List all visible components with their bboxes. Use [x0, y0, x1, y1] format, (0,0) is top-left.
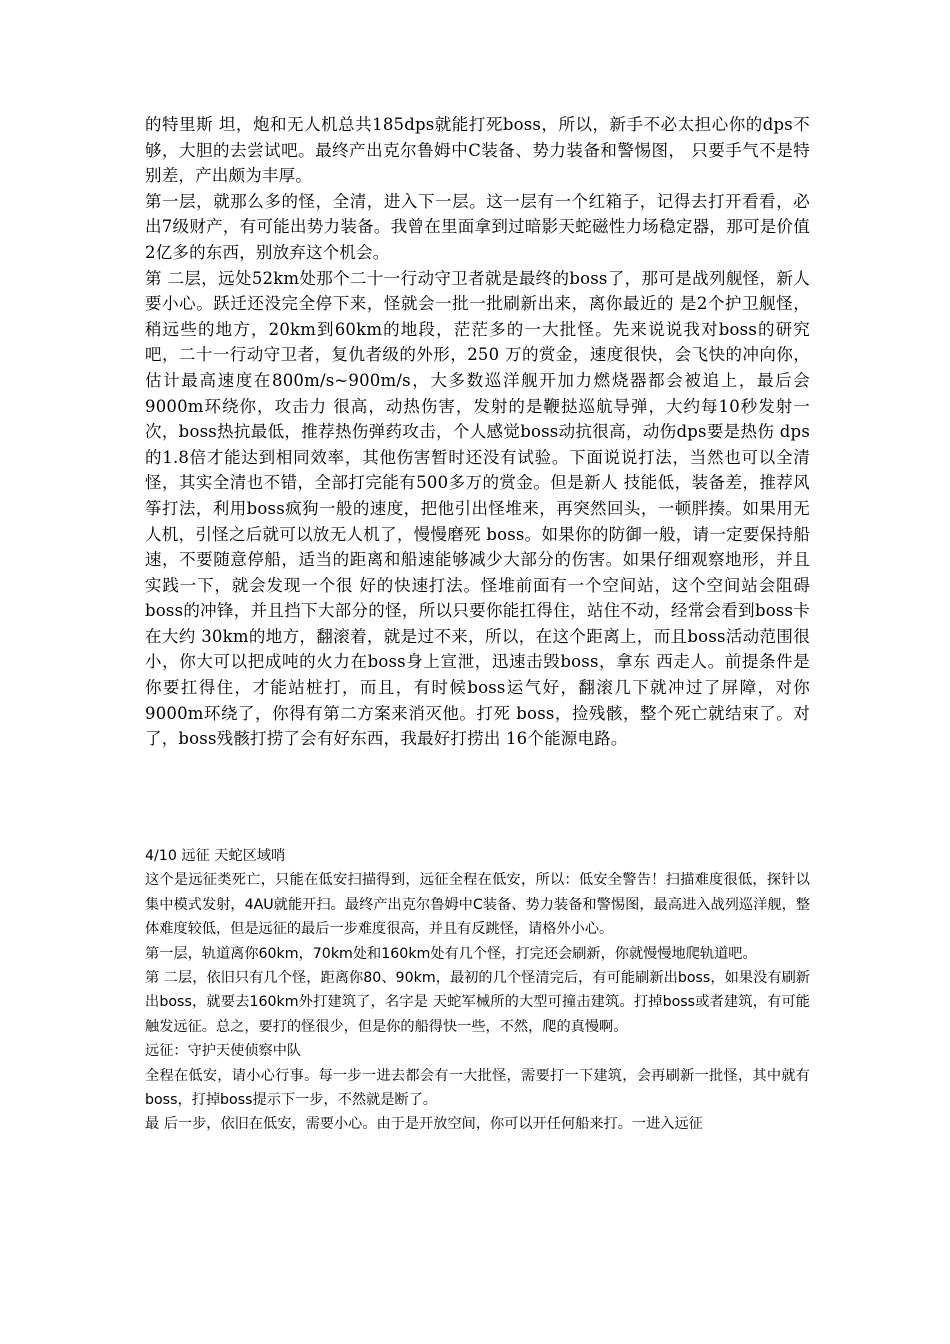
paragraph: 第 二层，依旧只有几个怪，距离你80、90km，最初的几个怪清完后，有可能刷新出boss，如果没有刷新出boss，就要去160km外打建筑了，名字是 天蛇军械所的大型可撞击建筑。打掉boss或者建筑，有可能触发远征。总之，要打的怪很少，但是你的船得快一些，不然，爬的真慢啊。 — [145, 970, 810, 1035]
section-heading: 4/10 远征 天蛇区域哨 — [145, 848, 286, 864]
section-sans-text — [145, 844, 810, 1137]
paragraph: 第一层，轨道离你60km，70km处和160km处有几个怪，打完还会刷新，你就慢慢地爬轨道吧。 — [145, 945, 757, 962]
paragraph-subheading: 远征：守护天使侦察中队 — [145, 1043, 302, 1060]
section-serif-text — [145, 112, 810, 752]
paragraph: 第 二层，远处52km处那个二十一行动守卫者就是最终的boss了，那可是战列舰怪，新人要小心。跃迁还没完全停下来，怪就会一批一批刷新出来，离你最近的 是2个护卫舰怪，稍远些的地方，20km到60km的地段，茫茫多的一大批怪。先来说说我对boss的研究吧，二十一行动守卫者，复仇者级的外形，250 万的赏金，速度很快，会飞快的冲向你，估计最高速度在800m/s~900m/s，大多数巡洋舰开加力燃烧器都会被追上，最后会9000m环绕你，攻击力 很高，动热伤害，发射的是鞭挞巡航导弹，大约每10秒发射一次，boss热抗最低，推荐热伤弹药攻击，个人感觉boss动抗很高，动伤dps要是热伤 dps的1.8倍才能达到相同效率，其他伤害暂时还没有试验。下面说说打法，当然也可以全清怪，其实全清也不错，全部打完能有500多万的赏金。但是新人 技能低，装备差，推荐风筝打法，利用boss疯狗一般的速度，把他引出怪堆来，再突然回头，一顿胖揍。如果用无人机，引怪之后就可以放无人机了，慢慢磨死 boss。如果你的防御一般，请一定要保持船速，不要随意停船，适当的距离和船速能够减少大部分的伤害。如果仔细观察地形，并且实践一下，就会发现一个很 好的快速打法。怪堆前面有一个空间站，这个空间站会阻碍boss的冲锋，并且挡下大部分的怪，所以只要你能扛得住，站住不动，经常会看到boss卡在大约 30km的地方，翻滚着，就是过不来，所以，在这个距离上，而且boss活动范围很小，你大可以把成吨的火力在boss身上宣泄，迅速击毁boss，拿东 西走人。前提条件是你要扛得住，才能站桩打，而且，有时候boss运气好，翻滚几下就冲过了屏障，对你9000m环绕了，你得有第二方案来消灭他。打死 boss，捡残骸，整个死亡就结束了。对了，boss残骸打捞了会有好东西，我最好打捞出 16个能源电路。 — [145, 268, 810, 749]
paragraph: 第一层，就那么多的怪，全清，进入下一层。这一层有一个红箱子，记得去打开看看，必出7级财产，有可能出势力装备。我曾在里面拿到过暗影天蛇磁性力场稳定器，那可是价值2亿多的东西，别放弃这个机会。 — [145, 191, 810, 262]
paragraph: 全程在低安，请小心行事。每一步一进去都会有一大批怪，需要打一下建筑，会再刷新一批怪，其中就有boss，打掉boss提示下一步，不然就是断了。 — [145, 1067, 810, 1109]
paragraph: 这个是远征类死亡，只能在低安扫描得到，远征全程在低安，所以：低安全警告！扫描难度很低，探针以集中模式发射，4AU就能开扫。最终产出克尔鲁姆中C装备、势力装备和警惕图，最高进入战列巡洋舰，整体难度较低，但是远征的最后一步难度很高，并且有反跳怪，请格外小心。 — [145, 872, 810, 938]
paragraph: 最 后一步，依旧在低安，需要小心。由于是开放空间，你可以开任何船来打。一进入远征 — [145, 1116, 703, 1133]
paragraph: 的特里斯 坦，炮和无人机总共185dps就能打死boss，所以，新手不必太担心你的dps不够，大胆的去尝试吧。最终产出克尔鲁姆中C装备、势力装备和警惕图， 只要手气不是特别差，产出颇为丰厚。 — [145, 115, 810, 186]
